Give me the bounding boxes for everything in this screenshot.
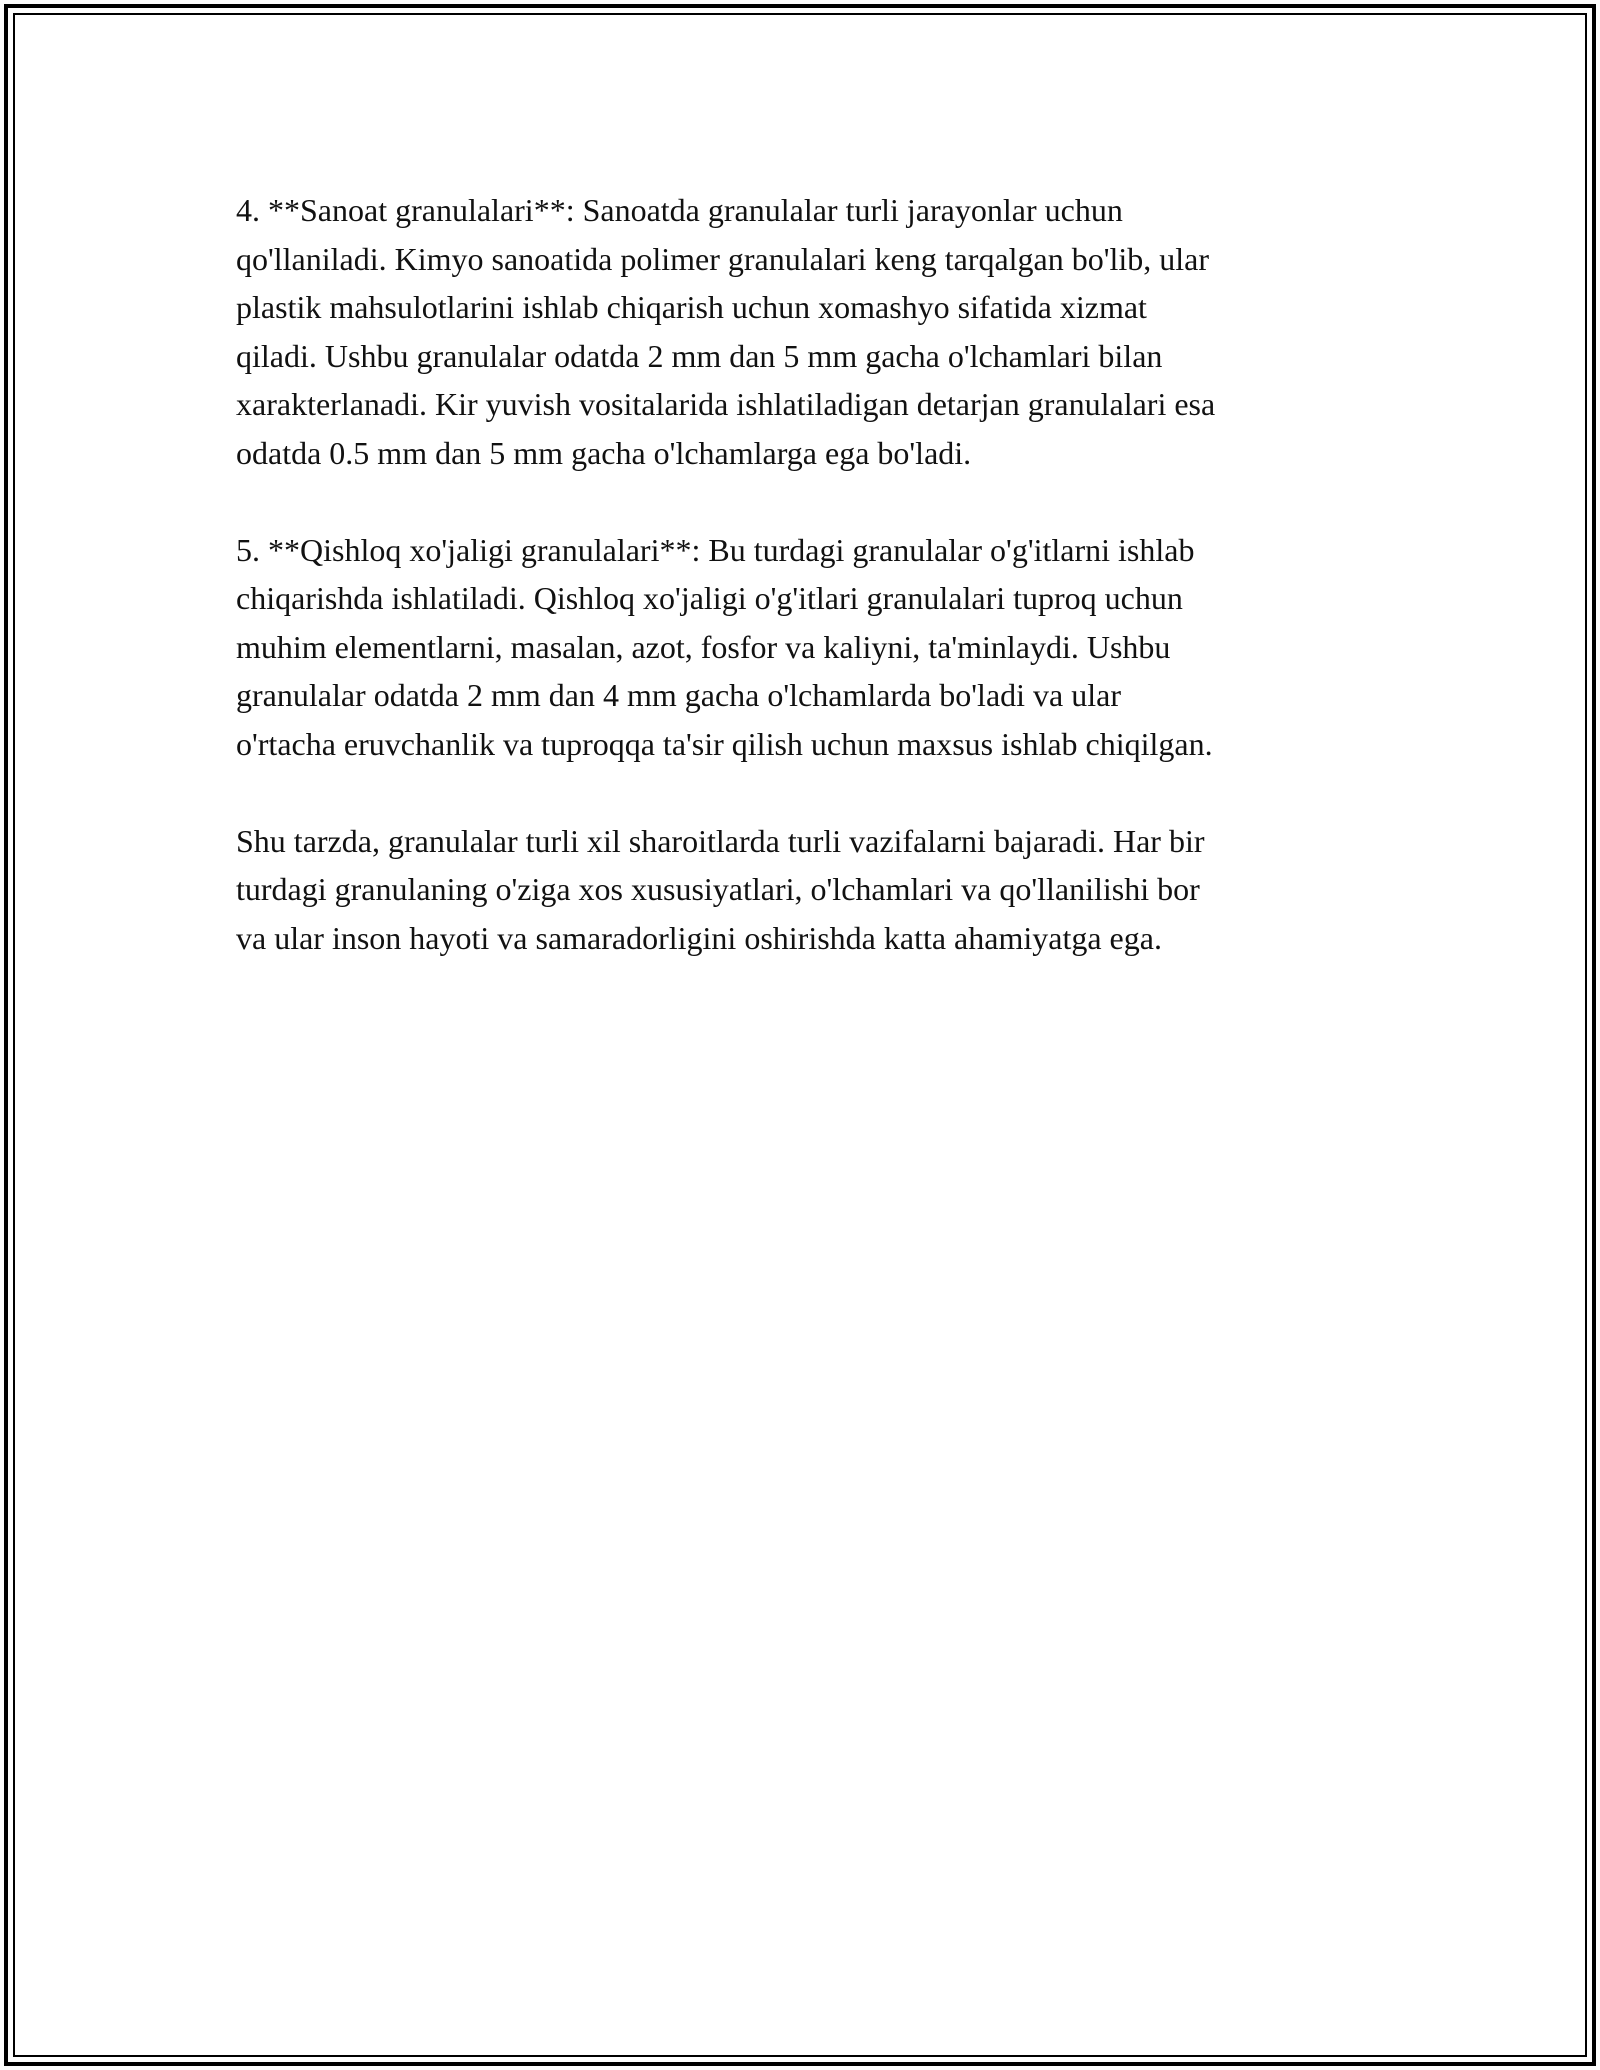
paragraph-industrial-granules: [236, 186, 1376, 477]
text-line: qiladi. Ushbu granulalar odatda 2 mm dan 5 mm gacha o'lchamlari bilan: [236, 337, 1163, 374]
text-line: 5. **Qishloq xo'jaligi granulalari**: Bu turdagi granulalar o'g'itlarni ishlab: [236, 531, 1195, 568]
text-line: turdagi granulaning o'ziga xos xususiyatlari, o'lchamlari va qo'llanilishi bor: [236, 871, 1200, 907]
text-line: qo'llaniladi. Kimyo sanoatida polimer granulalari keng tarqalgan bo'lib, ular: [236, 240, 1210, 277]
text-line: 4. **Sanoat granulalari**: Sanoatda granulalar turli jarayonlar uchun: [236, 192, 1123, 228]
text-line: muhim elementlarni, masalan, azot, fosfor va kaliyni, ta'minlaydi. Ushbu: [236, 628, 1171, 665]
text-line: Shu tarzda, granulalar turli xil sharoitlarda turli vazifalarni bajaradi. Har bir: [236, 822, 1205, 859]
text-line: va ular inson hayoti va samaradorligini oshirishda katta ahamiyatga ega.: [236, 919, 1162, 956]
text-line: xarakterlanadi. Kir yuvish vositalarida ishlatiladigan detarjan granulalari esa: [236, 386, 1216, 422]
paragraph-agricultural-granules: [236, 526, 1376, 769]
text-line: odatda 0.5 mm dan 5 mm gacha o'lchamlarga ega bo'ladi.: [236, 434, 972, 471]
paragraph-conclusion: [236, 817, 1376, 963]
text-line: chiqarishda ishlatiladi. Qishloq xo'jaligi o'g'itlari granulalari tuproq uchun: [236, 580, 1183, 616]
text-line: granulalar odatda 2 mm dan 4 mm gacha o'lchamlarda bo'ladi va ular: [236, 677, 1121, 713]
document-body: [236, 186, 1376, 1011]
text-line: plastik mahsulotlarini ishlab chiqarish uchun xomashyo sifatida xizmat: [236, 289, 1147, 325]
text-line: o'rtacha eruvchanlik va tuproqqa ta'sir qilish uchun maxsus ishlab chiqilgan.: [236, 725, 1213, 762]
